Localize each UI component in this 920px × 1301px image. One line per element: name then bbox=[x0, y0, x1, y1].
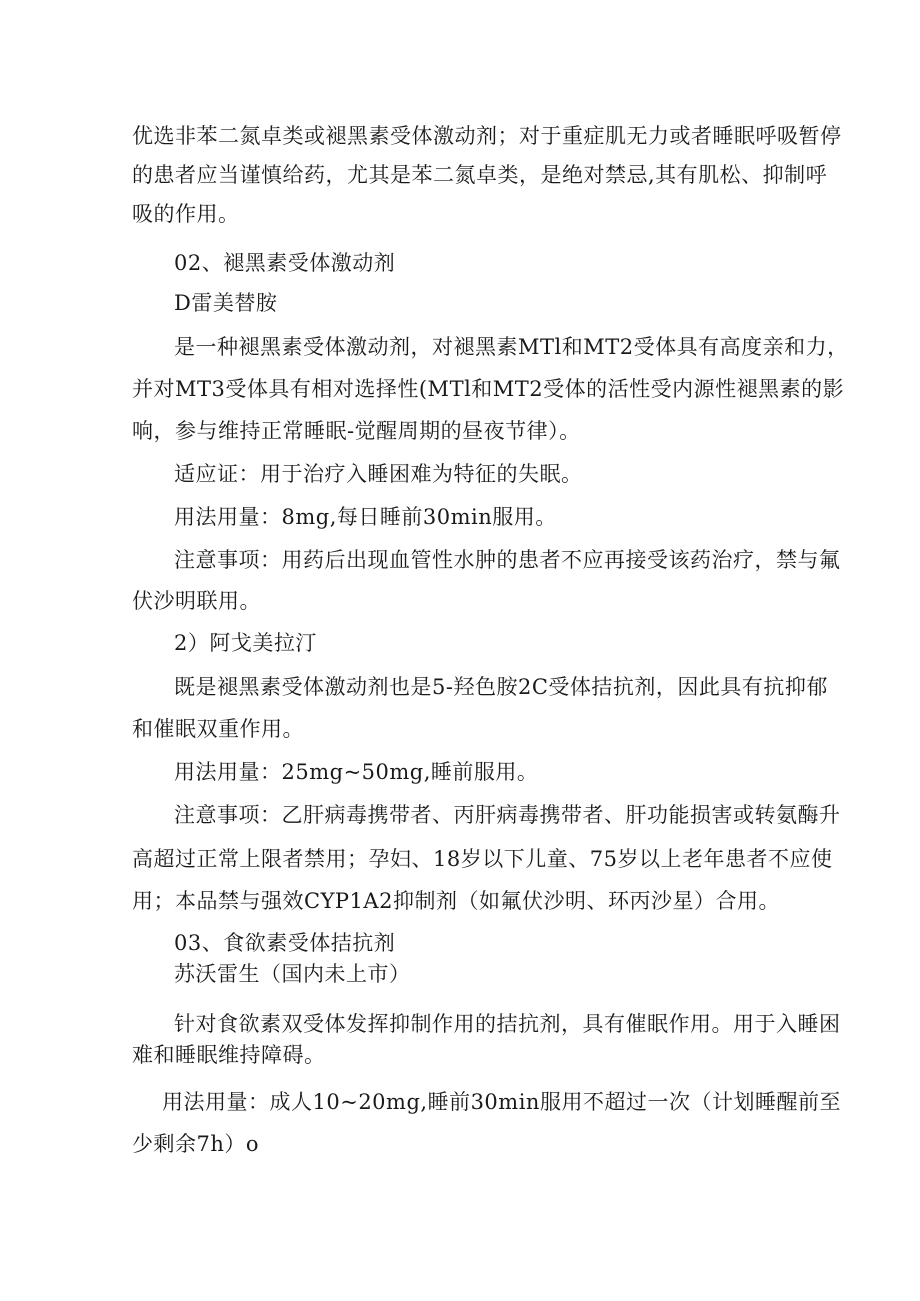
dosage-line: 用法用量：成人10~20mg,睡前30min服用不超过一次（计划睡醒前至 bbox=[162, 1090, 841, 1114]
dosage-line: 用法用量：25mg~50mg,睡前服用。 bbox=[174, 760, 539, 784]
subsection-heading: 苏沃雷生（国内未上市） bbox=[174, 962, 411, 986]
section-heading: 02、褪黑素受体激动剂 bbox=[174, 251, 396, 275]
subsection-heading: 2）阿戈美拉汀 bbox=[174, 631, 317, 655]
text-line: 并对MT3受体具有相对选择性(MTl和MT2受体的活性受内源性褪黑素的影 bbox=[132, 377, 845, 401]
text-line: 响，参与维持正常睡眠-觉醒周期的昼夜节律）。 bbox=[132, 419, 581, 443]
text-line: 的患者应当谨慎给药，尤其是苯二氮卓类，是绝对禁忌,其有肌松、抑制呼 bbox=[132, 163, 828, 187]
text-line: 针对食欲素双受体发挥抑制作用的拮抗剂，具有催眠作用。用于入睡困 bbox=[174, 1012, 841, 1036]
text-line: 优选非苯二氮卓类或褪黑素受体激动剂；对于重症肌无力或者睡眠呼吸暂停 bbox=[132, 124, 842, 148]
text-line: 吸的作用。 bbox=[132, 202, 240, 226]
subsection-heading: D雷美替胺 bbox=[174, 291, 278, 315]
text-line: 少剩余7h）o bbox=[132, 1132, 260, 1156]
text-line: 和催眠双重作用。 bbox=[132, 717, 304, 741]
precaution-line: 注意事项：用药后出现血管性水肿的患者不应再接受该药治疗，禁与氟 bbox=[174, 548, 841, 572]
indication-line: 适应证：用于治疗入睡困难为特征的失眠。 bbox=[174, 462, 583, 486]
text-line: 高超过正常上限者禁用；孕妇、18岁以下儿童、75岁以上老年患者不应使 bbox=[132, 847, 833, 871]
text-line: 是一种褪黑素受体激动剂，对褪黑素MTl和MT2受体具有高度亲和力， bbox=[174, 335, 849, 359]
text-line: 难和睡眠维持障碍。 bbox=[132, 1043, 326, 1067]
dosage-line: 用法用量：8mg,每日睡前30min服用。 bbox=[174, 505, 557, 529]
precaution-line: 注意事项：乙肝病毒携带者、丙肝病毒携带者、肝功能损害或转氨酶升 bbox=[174, 803, 841, 827]
text-line: 用；本品禁与强效CYP1A2抑制剂（如氟伏沙明、环丙沙星）合用。 bbox=[132, 889, 780, 913]
section-heading: 03、食欲素受体拮抗剂 bbox=[174, 931, 396, 955]
text-line: 伏沙明联用。 bbox=[132, 589, 261, 613]
text-line: 既是褪黑素受体激动剂也是5-羟色胺2C受体拮抗剂，因此具有抗抑郁 bbox=[174, 675, 828, 699]
